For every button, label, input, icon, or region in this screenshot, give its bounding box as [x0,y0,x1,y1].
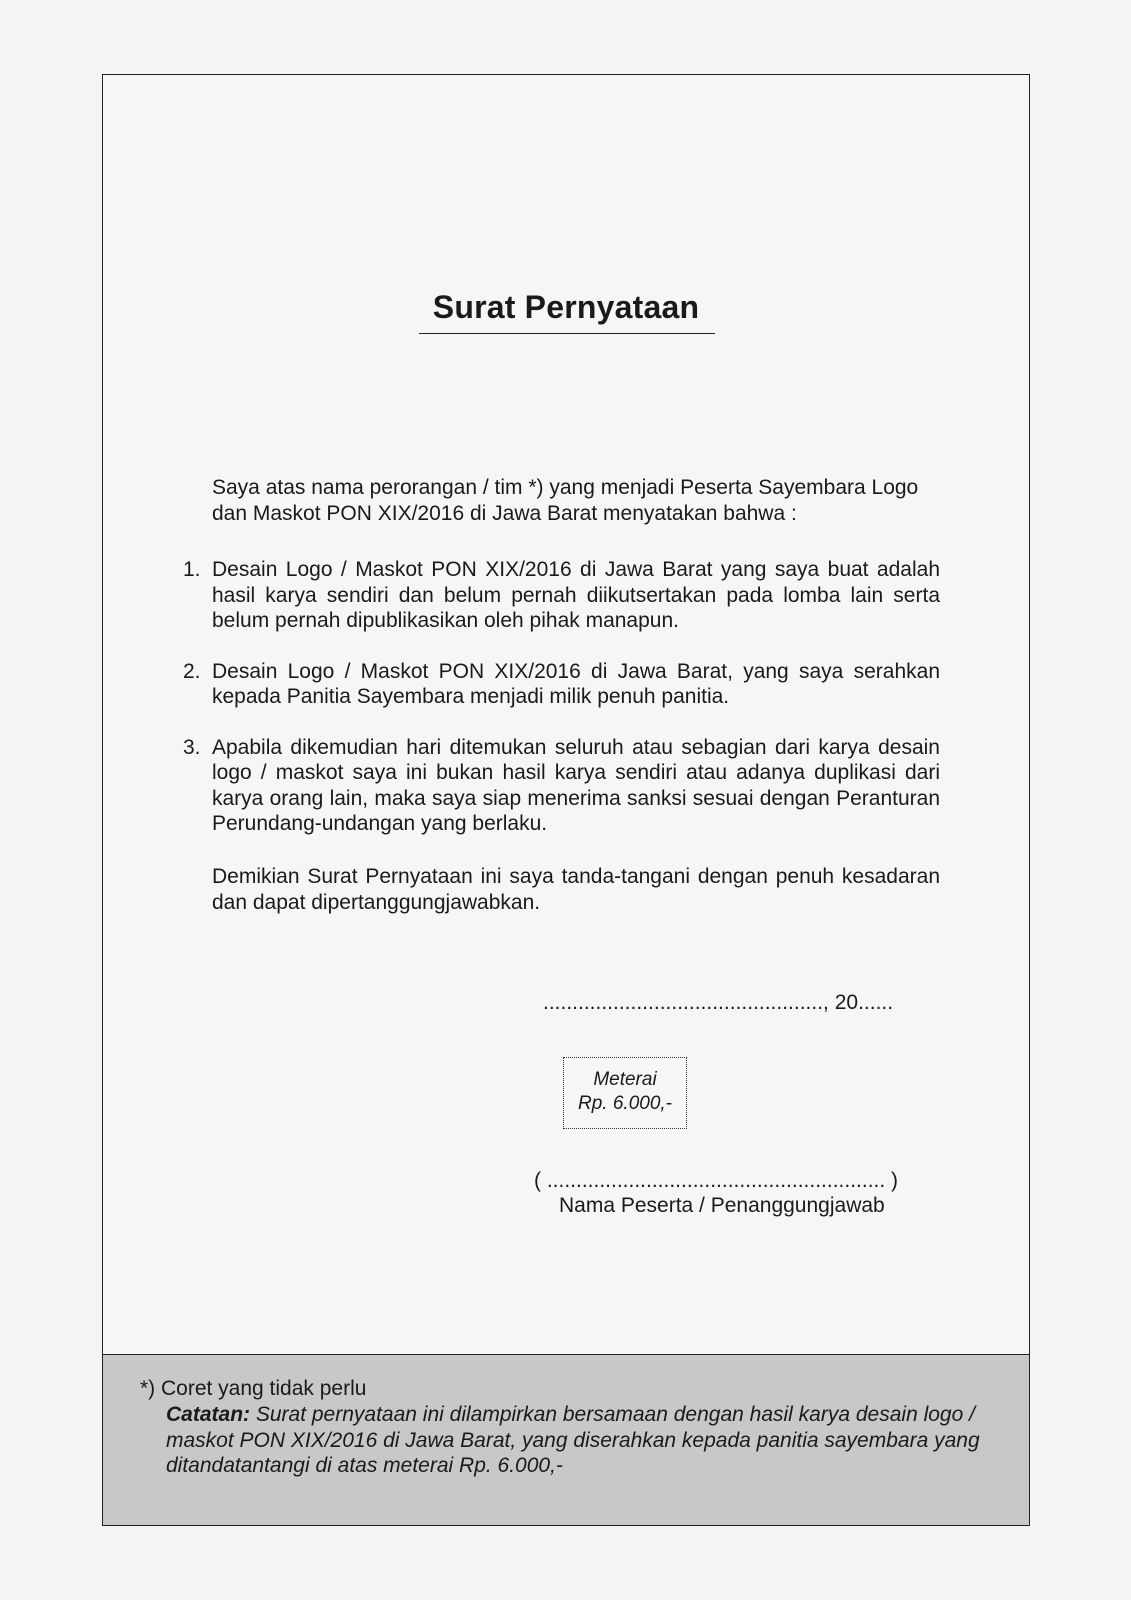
document-page [102,74,1030,1526]
closing-paragraph: Demikian Surat Pernyataan ini saya tanda-tangani dengan penuh kesadaran dan dapat dipertanggungjawabkan. [212,865,940,914]
list-item-number: 1. [183,558,201,581]
stamp-label: Meterai [593,1069,657,1090]
document-title: Surat Pernyataan [432,289,700,325]
stamp-amount: Rp. 6.000,- [578,1093,672,1114]
statement-list [183,557,940,862]
list-item [183,735,940,837]
list-item-number: 2. [183,659,201,683]
signature-line: ( .......................................................... ) [534,1169,899,1192]
stamp-box [563,1057,687,1129]
list-item [183,659,940,710]
list-item-text: Desain Logo / Maskot PON XIX/2016 di Jawa Barat yang saya buat adalah hasil karya sendiri dan belum pernah diikutsertakan pada lomba lain serta belum pernah dipublikasikan oleh pihak manapun. [212,558,940,632]
signature-name: Nama Peserta / Penanggungjawab [559,1194,885,1217]
list-item-number: 3. [183,735,201,759]
note-text: Surat pernyataan ini dilampirkan bersamaan dengan hasil karya desain logo / maskot PON XIX/2016 di Jawa Barat, yang diserahkan kepada panitia sayembara yang ditandatantangi di atas meterai Rp. 6.000,- [166,1403,980,1477]
list-item-text: Desain Logo / Maskot PON XIX/2016 di Jawa Barat, yang saya serahkan kepada Panitia Sayembara menjadi milik penuh panitia. [212,659,940,708]
note [166,1402,986,1479]
footnote: *) Coret yang tidak perlu [140,1377,367,1400]
title-underline [419,333,715,334]
intro-paragraph: Saya atas nama perorangan / tim *) yang menjadi Peserta Sayembara Logo dan Maskot PON XIX/2016 di Jawa Barat menyatakan bahwa : [212,476,919,525]
footer-note-box [103,1354,1029,1525]
date-line: ................................................, 20...... [543,991,894,1014]
note-label: Catatan: [166,1403,251,1426]
list-item-text: Apabila dikemudian hari ditemukan seluruh atau sebagian dari karya desain logo / maskot saya ini bukan hasil karya sendiri atau adanya duplikasi dari karya orang lain, maka saya siap menerima sanksi sesuai dengan Peranturan Perundang-undangan yang berlaku. [212,735,940,835]
list-item [183,557,940,634]
